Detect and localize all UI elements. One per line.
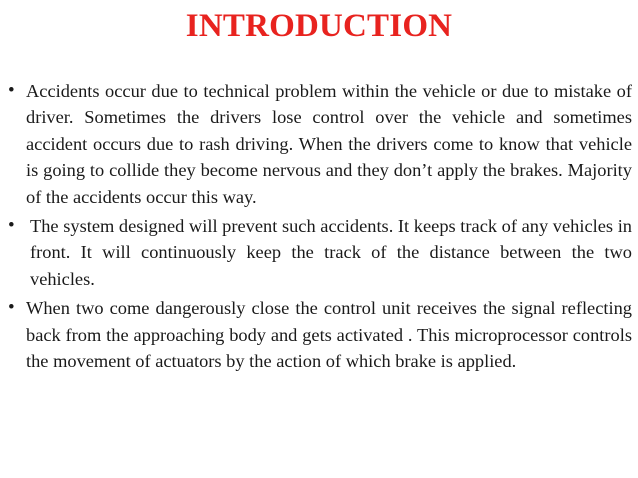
slide-title: INTRODUCTION: [185, 8, 453, 44]
bullet-text-3: When two come dangerously close the control unit receives the signal reflecting back from the approaching body and gets activated . This microprocessor controls the movement of actuators by the action of which brake is applied.: [26, 298, 632, 372]
bullet-item-3: [8, 295, 632, 374]
bullet-text-1: Accidents occur due to technical problem within the vehicle or due to mistake of driver. Sometimes the drivers lose control over the vehicle and sometimes accident occurs due to rash driving. When the drivers come to know that vehicle is going to collide they become nervous and they don’t apply the brakes. Majority of the accidents occur this way.: [26, 81, 632, 207]
bullet-dot-icon: •: [8, 80, 15, 101]
bullet-item-1: [8, 78, 632, 210]
bullet-dot-icon: •: [8, 215, 15, 237]
bullet-text-2: The system designed will prevent such accidents. It keeps track of any vehicles in front. It will continuously keep the track of the distance between the two vehicles.: [30, 216, 632, 289]
bullet-list: [8, 78, 632, 377]
bullet-dot-icon: •: [8, 297, 15, 319]
bullet-item-2: [8, 213, 632, 292]
